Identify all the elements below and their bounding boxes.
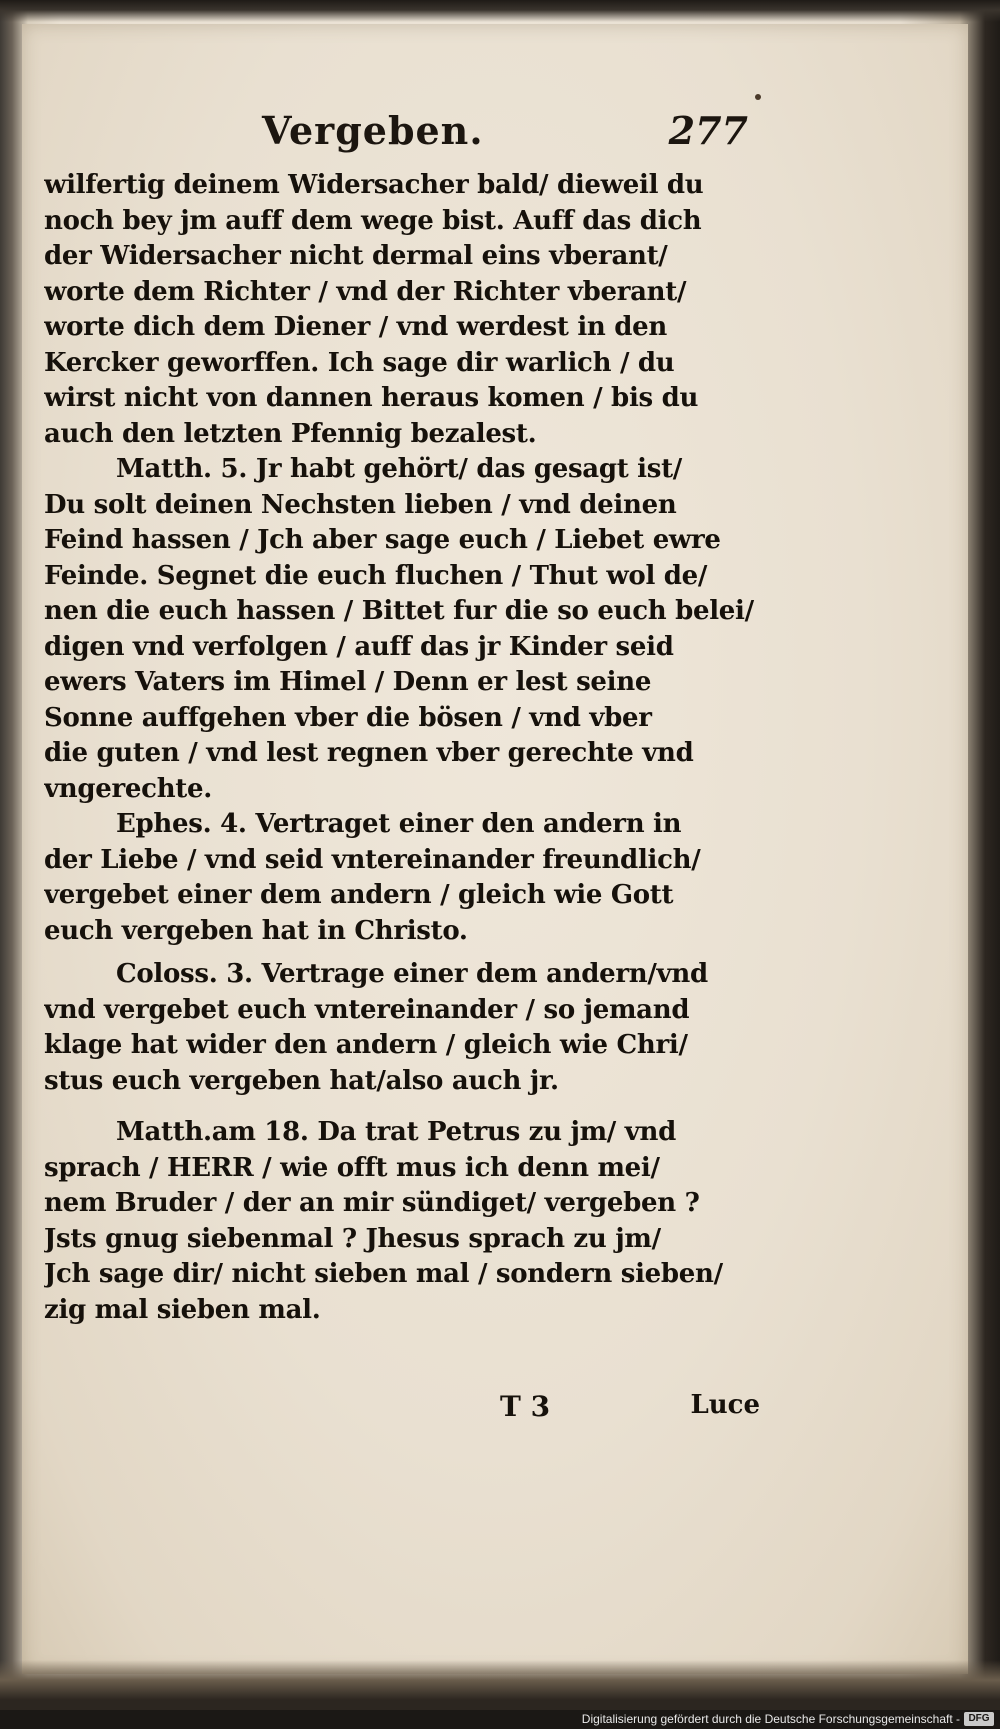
text-line: sprach / HERR / wie offt mus ich denn mei/ [44, 1152, 660, 1183]
text-line: Du solt deinen Nechsten lieben / vnd deinen [44, 489, 677, 520]
text-line: zig mal sieben mal. [44, 1294, 321, 1325]
text-line: nem Bruder / der an mir sündiget/ vergeben ? [44, 1188, 700, 1218]
text-line: euch vergeben hat in Christo. [44, 915, 468, 946]
catchline [500, 1390, 760, 1430]
text-line: der Widersacher nicht dermal eins vberant/ [44, 241, 668, 271]
text-line: Jsts gnug siebenmal ? Jhesus sprach zu jm/ [44, 1223, 661, 1254]
ink-speck [755, 94, 761, 100]
text-line: Feinde. Segnet die euch fluchen / Thut wol de/ [44, 560, 708, 591]
verse-reference-line: Coloss. 3. Vertrage einer dem andern/vnd [116, 959, 708, 989]
funding-credit: Digitalisierung gefördert durch die Deutsche Forschungsgemeinschaft - [581, 1712, 960, 1726]
verse-reference-line: Matth. 5. Jr habt gehört/ das gesagt ist/ [116, 454, 682, 484]
body-text [44, 168, 756, 1328]
text-line: wilfertig deinem Widersacher bald/ dieweil du [44, 170, 704, 200]
signature-mark: T 3 [500, 1390, 551, 1423]
text-line: vergebet einer dem andern / gleich wie Gott [44, 880, 674, 910]
text-line: vngerechte. [44, 773, 213, 804]
text-line: vnd vergebet euch vntereinander / so jemand [44, 994, 690, 1025]
verse-reference-line: Ephes. 4. Vertraget einer den andern in [116, 809, 682, 839]
text-line: nen die euch hassen / Bittet fur die so euch belei/ [44, 596, 754, 626]
text-line: Sonne auffgehen vber die bösen / vnd vber [44, 702, 652, 733]
text-line: die guten / vnd lest regnen vber gerechte vnd [44, 738, 694, 768]
scan-bottom-edge [0, 1660, 1000, 1710]
page-title: Vergeben. [262, 108, 484, 153]
text-line: worte dich dem Diener / vnd werdest in den [44, 312, 668, 342]
catchword: Luce [690, 1390, 760, 1420]
text-line: digen vnd verfolgen / auff das jr Kinder seid [44, 631, 674, 662]
text-line: wirst nicht von dannen heraus komen / bis du [44, 383, 699, 413]
text-line: der Liebe / vnd seid vntereinander freundlich/ [44, 844, 701, 875]
text-line: ewers Vaters im Himel / Denn er lest seine [44, 667, 652, 697]
text-line: klage hat wider den andern / gleich wie Chri/ [44, 1030, 688, 1060]
text-line: stus euch vergeben hat/also auch jr. [44, 1065, 559, 1096]
text-line: Jch sage dir/ nicht sieben mal / sondern sieben/ [44, 1259, 723, 1289]
running-head [240, 108, 760, 158]
text-line: noch bey jm auff dem wege bist. Auff das dich [44, 205, 702, 236]
text-line: Kercker geworffen. Ich sage dir warlich / du [44, 347, 675, 378]
text-line: auch den letzten Pfennig bezalest. [44, 418, 537, 449]
scan-top-edge [0, 0, 1000, 22]
verse-reference-line: Matth.am 18. Da trat Petrus zu jm/ vnd [116, 1117, 677, 1147]
text-line: worte dem Richter / vnd der Richter vberant/ [44, 276, 687, 307]
page-number: 277 [668, 108, 748, 153]
dfg-logo: DFG [964, 1712, 994, 1726]
text-line: Feind hassen / Jch aber sage euch / Liebet ewre [44, 525, 721, 555]
